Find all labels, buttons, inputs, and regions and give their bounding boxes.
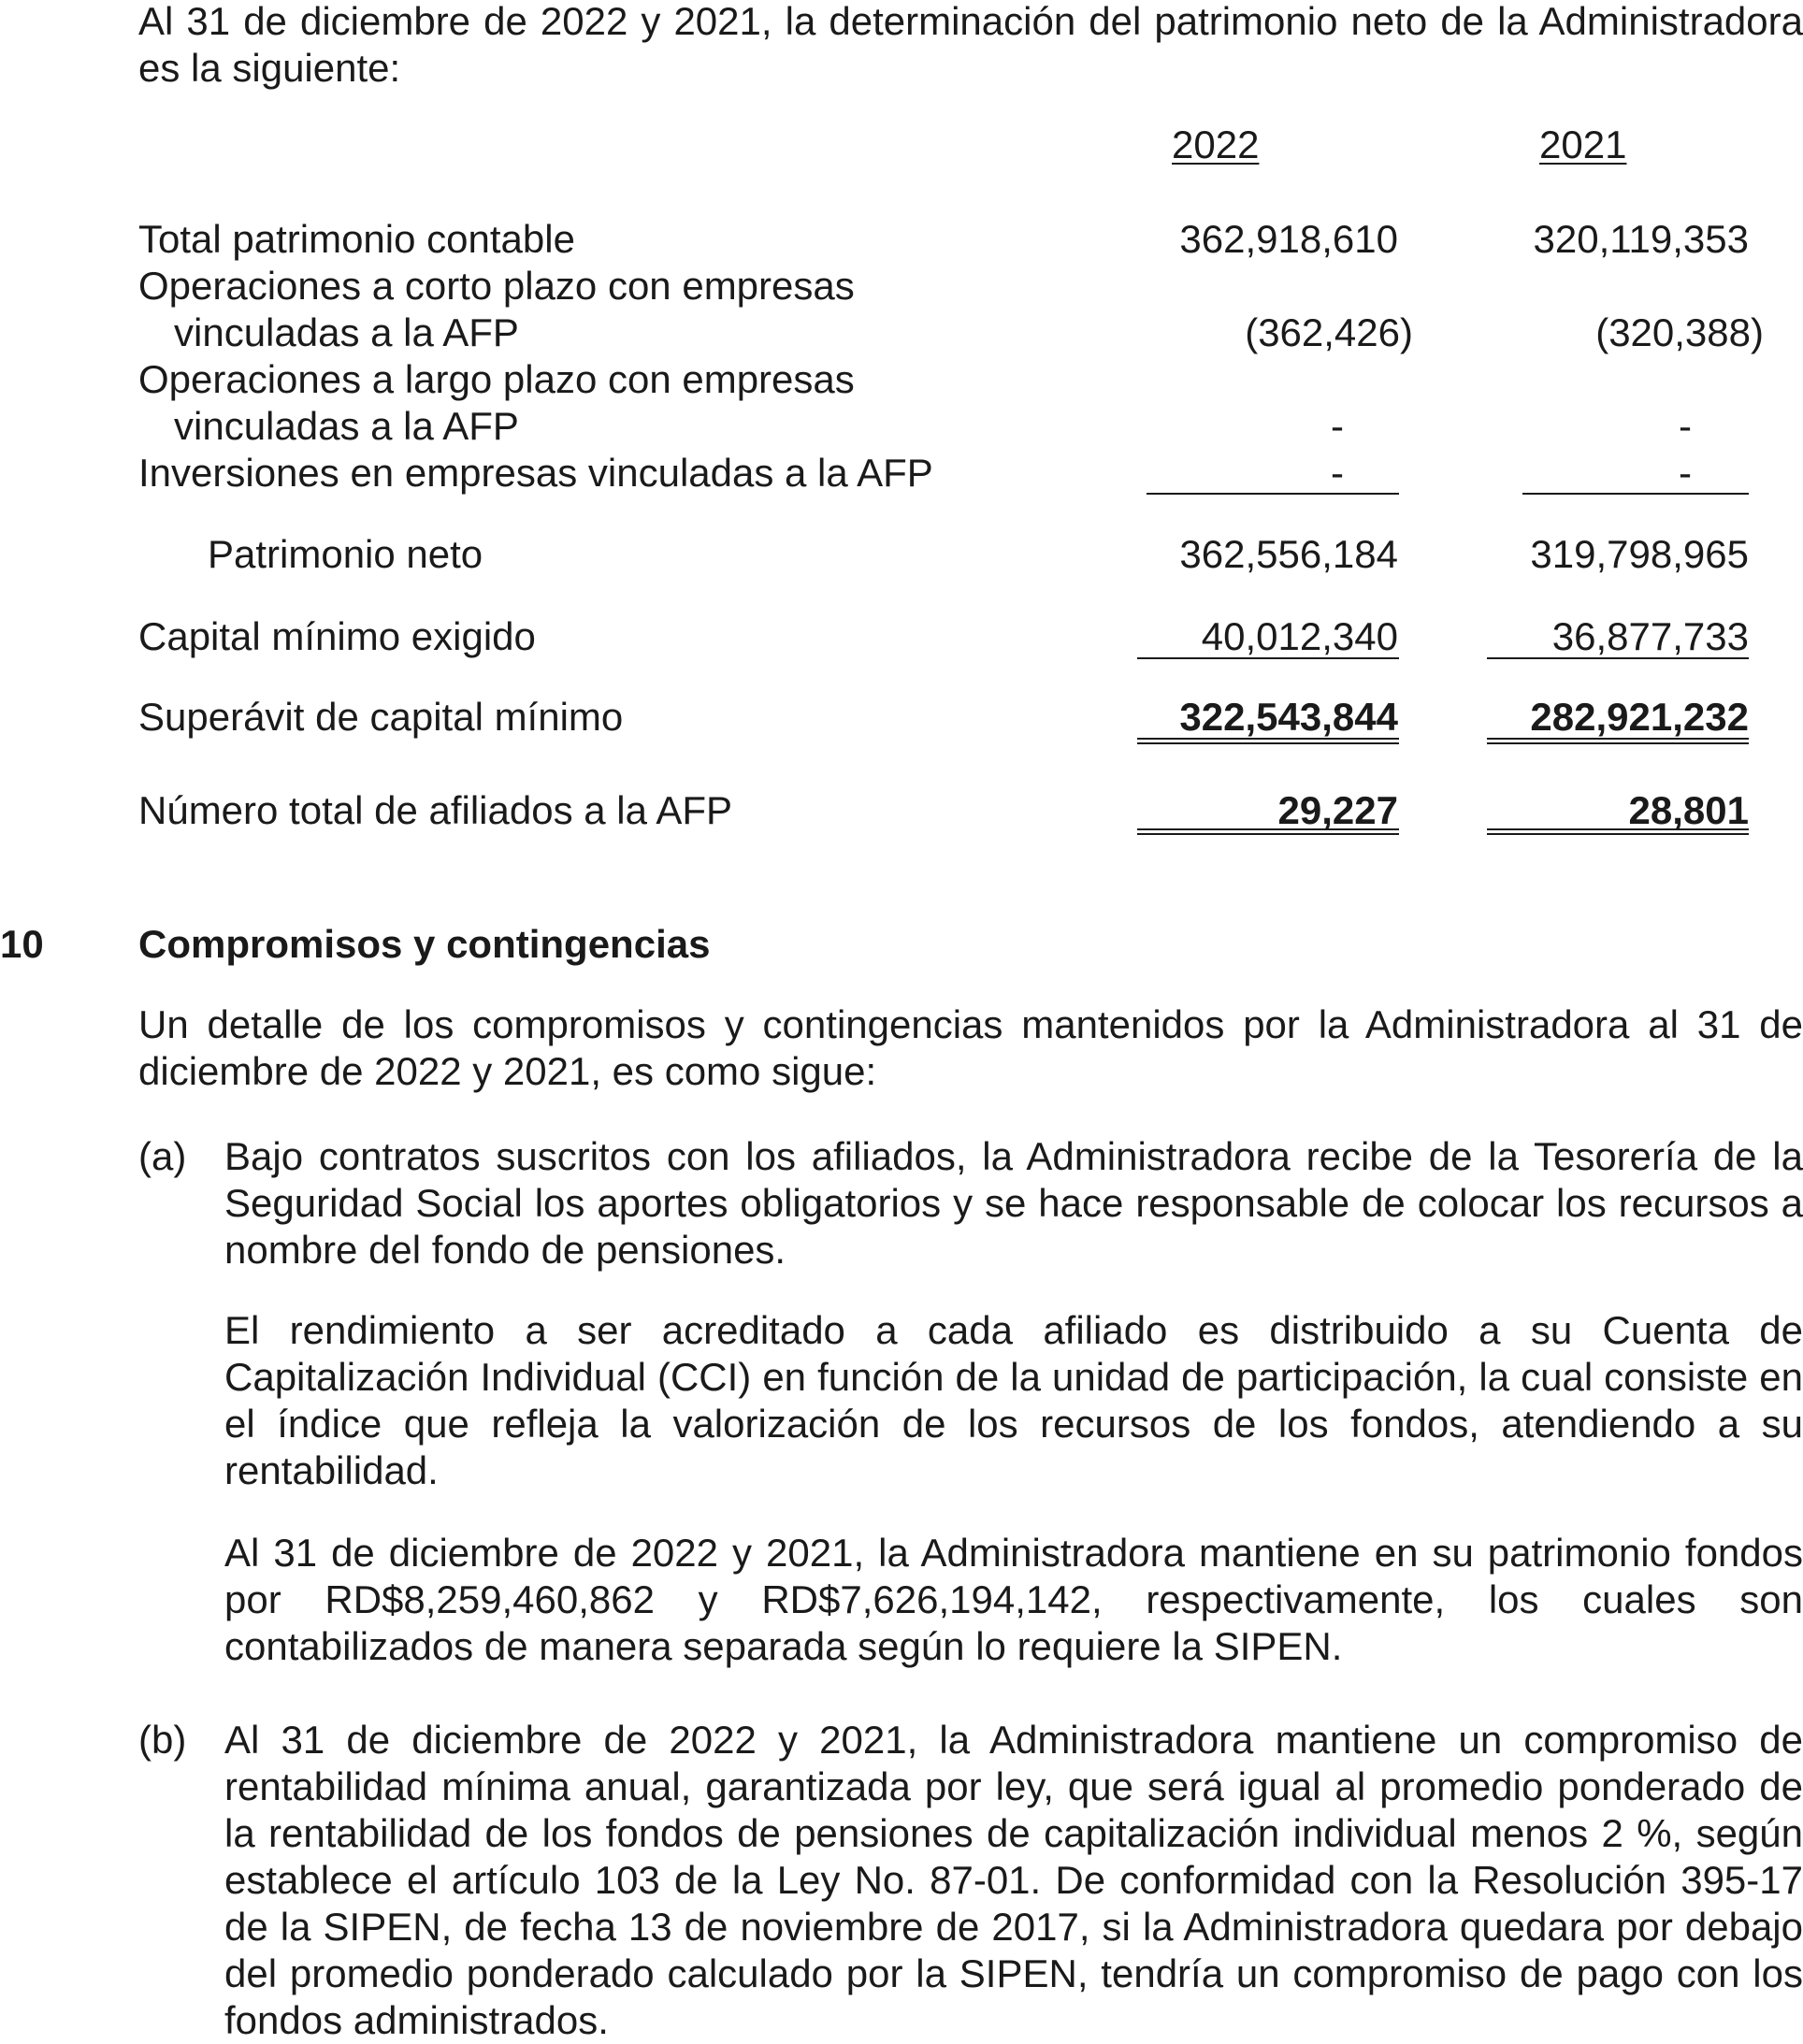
double-rule-2021-bottom (1487, 833, 1749, 835)
section-intro: Un detalle de los compromisos y contingencias mantenidos por la Administradora al 31 de diciembre de 2022 y 2021, es como sigue: (138, 1002, 1803, 1093)
value-2021: 319,798,965 (1530, 532, 1749, 576)
value-2022: - (1331, 451, 1344, 495)
row-label: Patrimonio neto (208, 532, 483, 576)
year-header-2022: 2022 (1172, 122, 1260, 166)
value-2022: (362,426) (1245, 310, 1413, 354)
value-2022: 362,918,610 (1179, 217, 1398, 261)
double-rule-2021-top (1487, 738, 1749, 740)
value-2021: - (1679, 404, 1692, 448)
row-label-line2: vinculadas a la AFP (174, 310, 519, 354)
row-label-line1: Operaciones a corto plazo con empresas (138, 264, 855, 308)
value-2022: 362,556,184 (1179, 532, 1398, 576)
item-marker-b: (b) (138, 1718, 187, 1762)
value-2022: 40,012,340 (1201, 614, 1398, 658)
item-a-paragraph-2: El rendimiento a ser acreditado a cada afiliado es distribuido a su Cuenta de Capitalización Individual (CCI) en función de la unidad de participación, la cual consiste en el índice que refleja la valorización de los recursos de los fondos, atendiendo a su rentabilidad. (224, 1308, 1803, 1492)
row-label: Número total de afiliados a la AFP (138, 788, 733, 832)
double-rule-2021-bottom (1487, 742, 1749, 744)
item-marker-a: (a) (138, 1134, 187, 1178)
row-label: Capital mínimo exigido (138, 614, 536, 658)
row-label: Inversiones en empresas vinculadas a la AFP (138, 451, 933, 495)
subtotal-rule-2021 (1487, 657, 1749, 659)
subtotal-rule-2022 (1147, 493, 1399, 495)
value-2021: (320,388) (1595, 310, 1764, 354)
section-number: 10 (0, 922, 44, 966)
value-2022: 29,227 (1277, 788, 1398, 832)
intro-paragraph: Al 31 de diciembre de 2022 y 2021, la determinación del patrimonio neto de la Administradora es la siguiente: (138, 0, 1803, 90)
subtotal-rule-2022 (1137, 657, 1399, 659)
value-2022: - (1331, 404, 1344, 448)
item-a-paragraph-1: Bajo contratos suscritos con los afiliados, la Administradora recibe de la Tesorería de la Seguridad Social los aportes obligatorios y se hace responsable de colocar los recursos a nombre del fondo de pensiones. (224, 1134, 1803, 1272)
double-rule-2022-bottom (1137, 833, 1399, 835)
section-title: Compromisos y contingencias (138, 922, 711, 966)
item-b-paragraph-1: Al 31 de diciembre de 2022 y 2021, la Administradora mantiene un compromiso de rentabilidad mínima anual, garantizada por ley, que será igual al promedio ponderado de la rentabilidad de los fondos de pensiones de capitalización individual menos 2 %, según establece el artículo 103 de la Ley No. 87-01. De conformidad con la Resolución 395-17 de la SIPEN, de fecha 13 de noviembre de 2017, si la Administradora quedara por debajo del promedio ponderado calculado por la SIPEN, tendría un compromiso de pago con los fondos administrados. (224, 1718, 1803, 2042)
row-label: Total patrimonio contable (138, 217, 575, 261)
double-rule-2022-bottom (1137, 742, 1399, 744)
value-2021: 28,801 (1628, 788, 1749, 832)
value-2021: 36,877,733 (1551, 614, 1749, 658)
year-header-2021: 2021 (1539, 122, 1627, 166)
value-2022: 322,543,844 (1179, 695, 1398, 739)
double-rule-2022-top (1137, 738, 1399, 740)
row-label: Superávit de capital mínimo (138, 695, 624, 739)
value-2021: 320,119,353 (1533, 217, 1749, 261)
row-label-line1: Operaciones a largo plazo con empresas (138, 357, 855, 401)
value-2021: 282,921,232 (1530, 695, 1749, 739)
row-label-line2: vinculadas a la AFP (174, 404, 519, 448)
double-rule-2022-top (1137, 828, 1399, 830)
value-2021: - (1679, 451, 1692, 495)
subtotal-rule-2021 (1522, 493, 1749, 495)
double-rule-2021-top (1487, 828, 1749, 830)
item-a-paragraph-3: Al 31 de diciembre de 2022 y 2021, la Administradora mantiene en su patrimonio fondos por RD$8,259,460,862 y RD$7,626,194,142, respectivamente, los cuales son contabilizados de manera separada según lo requiere la SIPEN. (224, 1531, 1803, 1668)
